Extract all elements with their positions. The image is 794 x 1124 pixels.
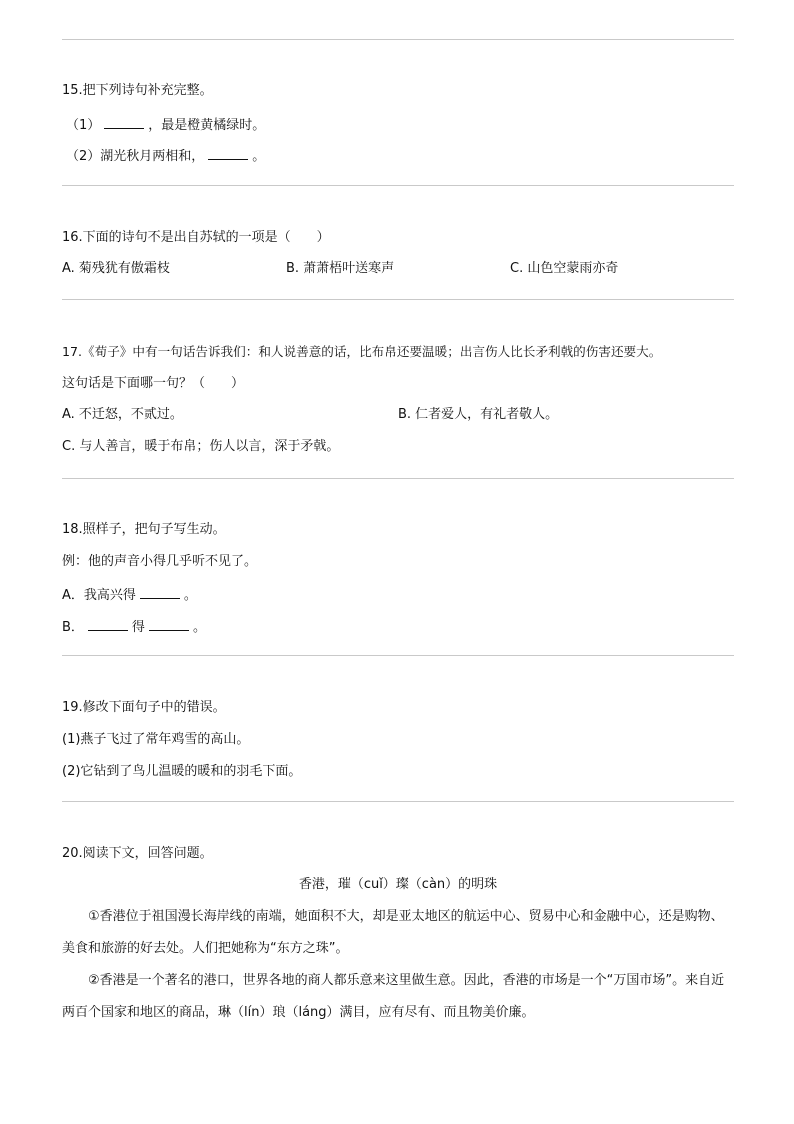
question-17-stem-line-1: 17.《荀子》中有一句话告诉我们：和人说善意的话，比布帛还要温暖；出言伤人比长矛利戟的伤害还要大。	[62, 344, 662, 359]
section-divider	[62, 185, 734, 186]
question-19-item-1: (1)燕子飞过了常年鸡雪的高山。	[62, 732, 250, 747]
item-label: B．	[62, 620, 84, 635]
item-text: ，最是橙黄橘绿时。	[148, 118, 266, 133]
question-16-option-c[interactable]: C. 山色空蒙雨亦奇	[510, 261, 619, 276]
passage-title: 香港，璀（cuǐ）璨（càn）的明珠	[298, 877, 498, 892]
section-divider	[62, 655, 734, 656]
question-16-option-a[interactable]: A. 菊残犹有傲霜枝	[62, 261, 170, 276]
item-text-end: 。	[252, 149, 266, 164]
section-divider	[62, 801, 734, 802]
passage-paragraph-2: ②香港是一个著名的港口，世界各地的商人都乐意来这里做生意。因此，香港的市场是一个“万国市场”。来自近两百个国家和地区的商品，琳（lín）琅（láng）满目，应有尽有、而且物美价廉。	[62, 973, 725, 1020]
question-19-item-2: (2)它钻到了鸟儿温暖的暖和的羽毛下面。	[62, 764, 302, 779]
question-18-item-a	[62, 586, 197, 604]
question-18-stem: 18.照样子，把句子写生动。	[62, 522, 226, 537]
item-label: （1）	[66, 118, 101, 133]
question-17-stem-line-2: 这句话是下面哪一句？（ ）	[62, 376, 245, 391]
section-divider	[62, 299, 734, 300]
answer-blank[interactable]	[104, 116, 144, 129]
answer-blank[interactable]	[88, 618, 128, 631]
item-text-end: 。	[183, 588, 197, 603]
section-divider	[62, 478, 734, 479]
answer-blank[interactable]	[149, 618, 189, 631]
item-text: A．我高兴得	[62, 588, 136, 603]
question-18-example: 例：他的声音小得几乎听不见了。	[62, 554, 258, 569]
question-20-stem: 20.阅读下文，回答问题。	[62, 846, 213, 861]
question-17-option-c[interactable]: C. 与人善言，暖于布帛；伤人以言，深于矛戟。	[62, 439, 340, 454]
question-15-item-1	[66, 116, 265, 134]
item-text: （2）湖光秋月两相和，	[66, 149, 205, 164]
question-16-stem: 16.下面的诗句不是出自苏轼的一项是（ ）	[62, 230, 330, 245]
question-15-item-2	[66, 147, 265, 165]
question-17-option-b[interactable]: B. 仁者爱人，有礼者敬人。	[398, 407, 559, 422]
answer-blank[interactable]	[208, 147, 248, 160]
passage-paragraph-1: ①香港位于祖国漫长海岸线的南端，她面积不大，却是亚太地区的航运中心、贸易中心和金融中心，还是购物、美食和旅游的好去处。人们把她称为“东方之珠”。	[62, 909, 724, 956]
question-19-stem: 19.修改下面句子中的错误。	[62, 700, 226, 715]
item-text: 得	[131, 620, 145, 635]
answer-blank[interactable]	[140, 586, 180, 599]
question-16-option-b[interactable]: B. 萧萧梧叶送寒声	[286, 261, 395, 276]
section-divider	[62, 39, 734, 40]
question-18-item-b	[62, 618, 206, 636]
item-text-end: 。	[192, 620, 206, 635]
question-15-stem: 15.把下列诗句补充完整。	[62, 83, 213, 98]
question-17-option-a[interactable]: A. 不迁怒，不贰过。	[62, 407, 183, 422]
